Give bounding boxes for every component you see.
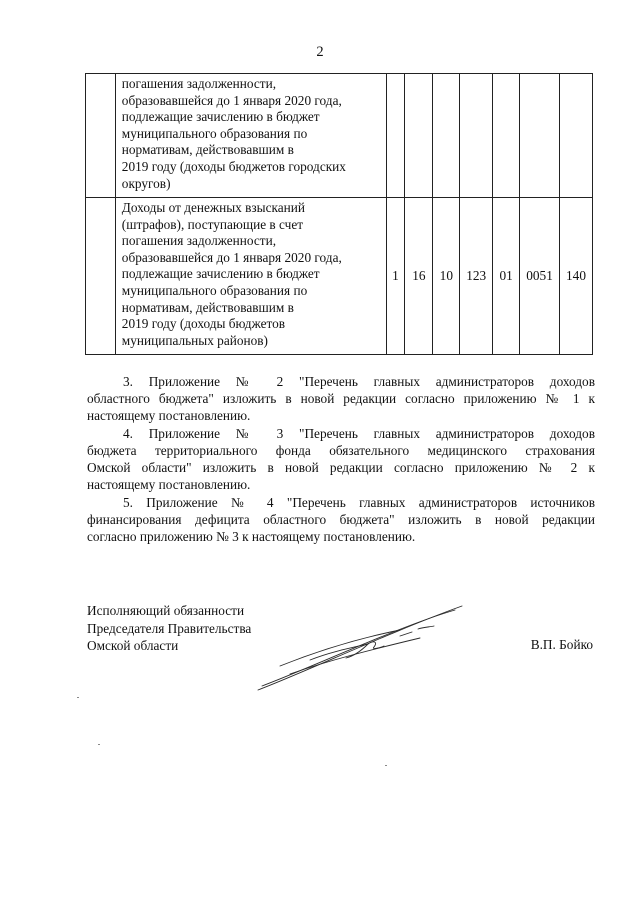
description-line: нормативам, действовавшим в [121, 142, 294, 158]
code-cell: 01 [493, 198, 520, 355]
handwritten-signature [250, 598, 470, 698]
code-cell: 140 [560, 198, 593, 355]
signatory-title-line: Исполняющий обязанности [87, 603, 245, 618]
signatory-name: В.П. Бойко [530, 637, 593, 652]
description-line: подлежащие зачислению в бюджет [121, 109, 320, 125]
signatory-title-line: Председателя Правительства [87, 620, 252, 636]
signatory-title [87, 602, 251, 655]
row-index-cell [86, 198, 116, 355]
row-description-cell [115, 198, 386, 355]
description-line: 2019 году (доходы бюджетов городских [121, 158, 346, 174]
code-cell [460, 74, 493, 198]
row-index-cell [86, 74, 116, 198]
table-row [86, 198, 593, 355]
description-line: округов) [121, 175, 171, 191]
paragraph-line: финансирования дефицита областного бюджета" изложить в новой редакции [87, 512, 595, 527]
paragraph-line: 3. Приложение № 2 "Перечень главных администраторов доходов [123, 374, 595, 389]
description-line: образовавшейся до 1 января 2020 года, [121, 249, 342, 265]
code-cell [560, 74, 593, 198]
row-description-cell [115, 74, 386, 198]
paragraph-line: согласно приложению № 3 к настоящему постановлению. [87, 529, 416, 544]
paragraph-item-3 [87, 373, 595, 424]
code-cell: 0051 [520, 198, 560, 355]
description-line: нормативам, действовавшим в [121, 299, 294, 315]
code-cell [493, 74, 520, 198]
description-line: 2019 году (доходы бюджетов [121, 316, 286, 332]
description-line: образовавшейся до 1 января 2020 года, [121, 92, 342, 108]
scan-speck [98, 744, 100, 745]
description-line: погашения задолженности, [121, 233, 277, 249]
code-cell: 123 [460, 198, 493, 355]
paragraph-line: бюджета территориального фонда обязательного медицинского страхования [87, 443, 595, 458]
paragraph-item-4 [87, 425, 595, 493]
paragraph-line: Омской области" изложить в новой редакции согласно приложению № 2 к [87, 460, 595, 475]
description-line: Доходы от денежных взысканий [121, 200, 305, 215]
code-cell: 16 [405, 198, 433, 355]
paragraph-line: настоящему постановлению. [87, 477, 251, 492]
code-cell [433, 74, 460, 198]
paragraph-line: 5. Приложение № 4 "Перечень главных администраторов источников [123, 495, 595, 510]
code-cell: 1 [386, 198, 405, 355]
signatory-title-line: Омской области [87, 638, 179, 653]
code-cell [405, 74, 433, 198]
description-line: погашения задолженности, [121, 76, 277, 91]
scan-speck [385, 765, 387, 766]
paragraph-item-5 [87, 494, 595, 545]
code-cell: 10 [433, 198, 460, 355]
scan-speck [77, 697, 79, 698]
code-cell [520, 74, 560, 198]
description-line: муниципального образования по [121, 125, 308, 141]
code-cell [386, 74, 405, 198]
page-number: 2 [316, 44, 324, 60]
paragraph-line: областного бюджета" изложить в новой редакции согласно приложению № 1 к [87, 391, 595, 406]
paragraph-line: 4. Приложение № 3 "Перечень главных администраторов доходов [123, 426, 595, 441]
income-codes-table [85, 73, 593, 355]
description-line: муниципального образования по [121, 282, 308, 298]
description-line: подлежащие зачислению в бюджет [121, 266, 320, 282]
table-row [86, 74, 593, 198]
paragraph-line: настоящему постановлению. [87, 408, 251, 423]
description-line: муниципальных районов) [121, 332, 268, 348]
description-line: (штрафов), поступающие в счет [121, 216, 304, 232]
